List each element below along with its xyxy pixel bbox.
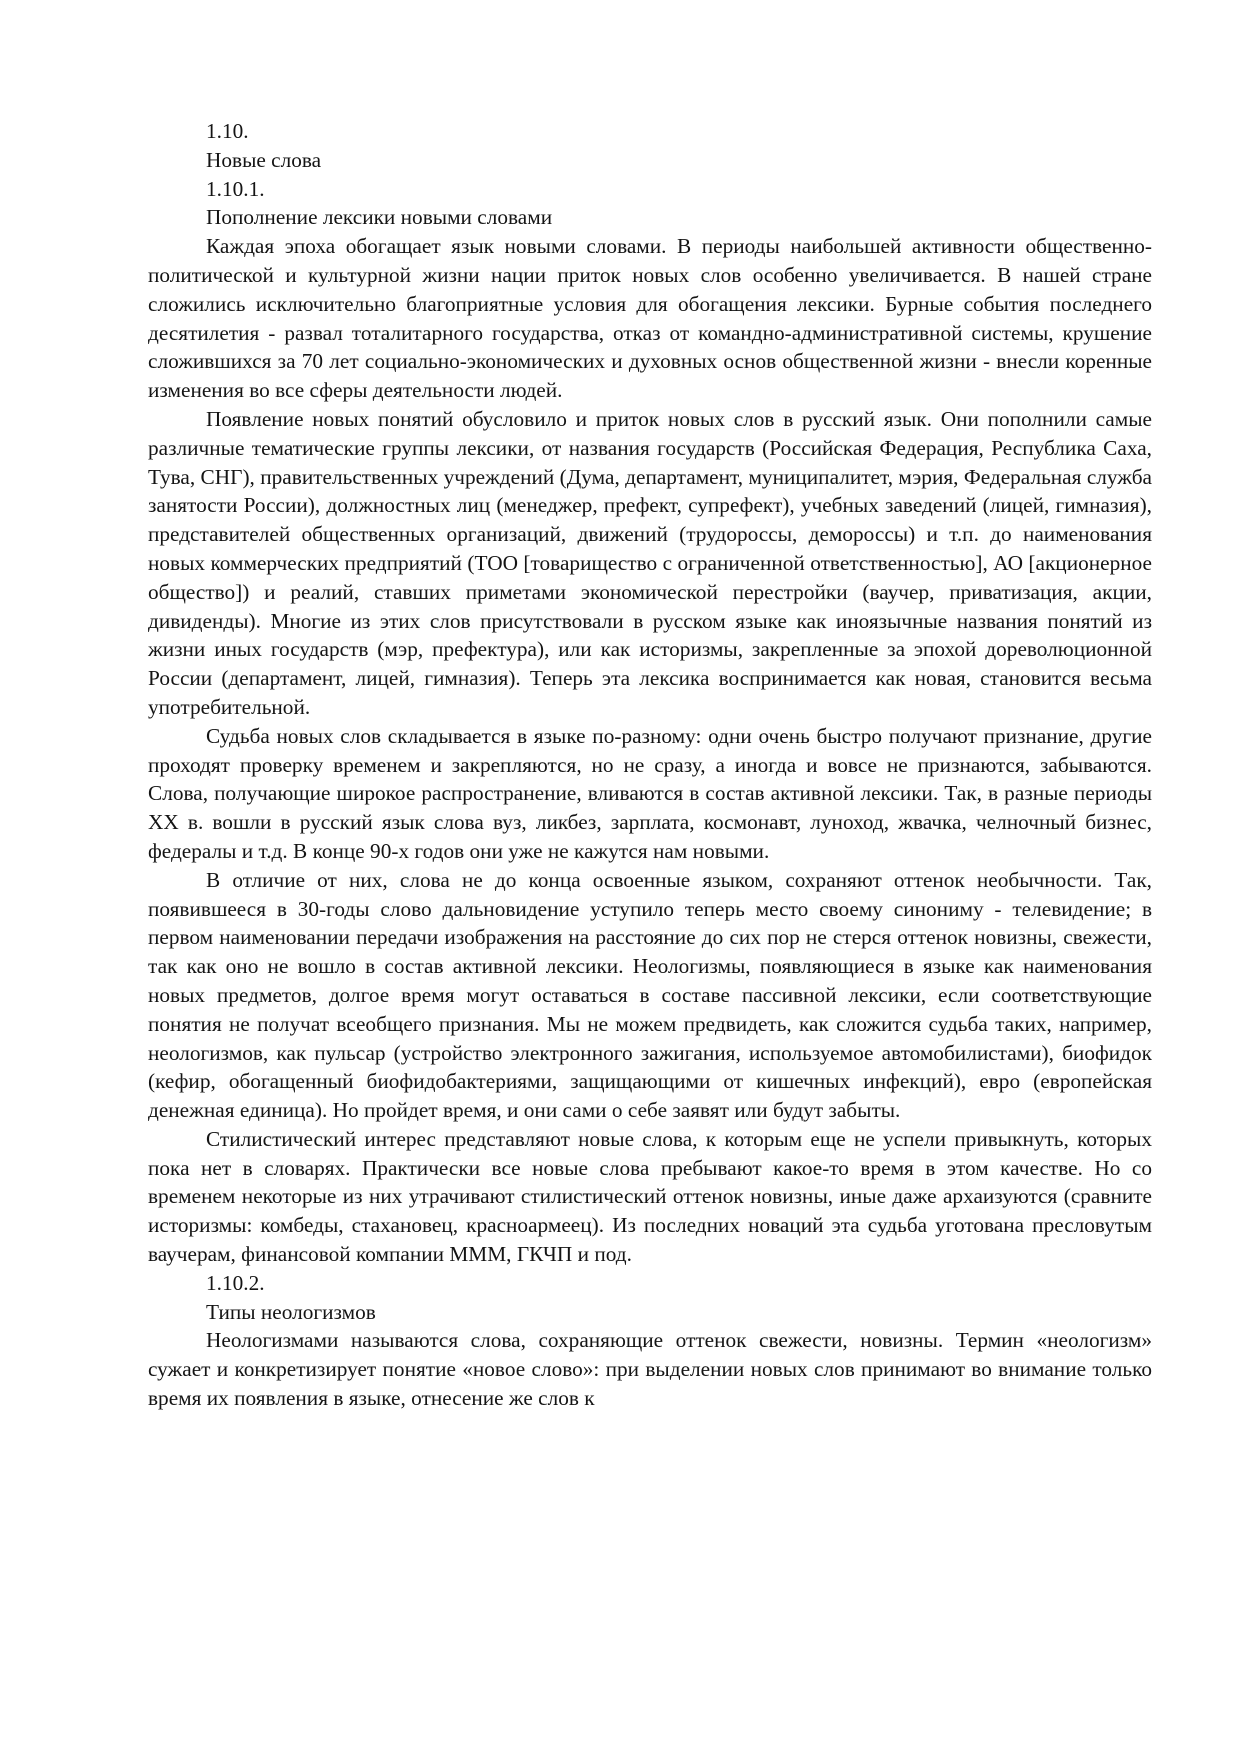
paragraph: Судьба новых слов складывается в языке по-разному: одни очень быстро получают признание, другие проходят проверку временем и закрепляются, но не сразу, а иногда и вовсе не признаются, забываются. Слова, получающие широкое распространение, вливаются в состав активной лексики. Так, в разные периоды XX в. вошли в русский язык слова вуз, ликбез, зарплата, космонавт, луноход, жвачка, челночный бизнес, федералы и т.д. В конце 90-х годов они уже не кажутся нам новыми.: [148, 723, 1152, 863]
document-page: [148, 117, 1152, 1413]
subsection-title: Типы неологизмов: [206, 1299, 376, 1324]
paragraph: Появление новых понятий обусловило и приток новых слов в русский язык. Они пополнили самые различные тематические группы лексики, от названия государств (Российская Федерация, Республика Саха, Тува, СНГ), правительственных учреждений (Дума, департамент, муниципалитет, мэрия, Федеральная служба занятости России), должностных лиц (менеджер, префект, супрефект), учебных заведений (лицей, гимназия), представителей общественных организаций, движений (трудороссы, демороссы) и т.п. до наименования новых коммерческих предприятий (ТОО [товарищество с ограниченной ответственностью], АО [акционерное общество]) и реалий, ставших приметами экономической перестройки (ваучер, приватизация, акции, дивиденды). Многие из этих слов присутствовали в русском языке как иноязычные названия понятий из жизни иных государств (мэр, префектура), или как историзмы, закрепленные за эпохой дореволюционной России (департамент, лицей, гимназия). Теперь эта лексика воспринимается как новая, становится весьма употребительной.: [148, 406, 1152, 719]
subsection-number: 1.10.1.: [206, 176, 265, 201]
subsection-number: 1.10.2.: [206, 1270, 265, 1295]
subsection-title: Пополнение лексики новыми словами: [206, 205, 553, 230]
paragraph: Неологизмами называются слова, сохраняющие оттенок свежести, новизны. Термин «неологизм» сужает и конкретизирует понятие «новое слово»: при выделении новых слов принимают во внимание только время их появления в языке, отнесение же слов к: [148, 1328, 1152, 1411]
section-title: Новые слова: [206, 147, 322, 172]
paragraph: Каждая эпоха обогащает язык новыми словами. В периоды наибольшей активности общественно-политической и культурной жизни нации приток новых слов особенно увеличивается. В нашей стране сложились исключительно благоприятные условия для обогащения лексики. Бурные события последнего десятилетия - развал тоталитарного государства, отказ от командно-административной системы, крушение сложившихся за 70 лет социально-экономических и духовных основ общественной жизни - внесли коренные изменения во все сферы деятельности людей.: [148, 234, 1152, 403]
paragraph: В отличие от них, слова не до конца освоенные языком, сохраняют оттенок необычности. Так, появившееся в 30-годы слово дальновидение уступило теперь место своему синониму - телевидение; в первом наименовании передачи изображения на расстояние до сих пор не стерся оттенок новизны, свежести, так как оно не вошло в состав активной лексики. Неологизмы, появляющиеся в языке как наименования новых предметов, долгое время могут оставаться в составе пассивной лексики, если соответствующие понятия не получат всеобщего признания. Мы не можем предвидеть, как сложится судьба таких, например, неологизмов, как пульсар (устройство электронного зажигания, используемое автомобилистами), биофидок (кефир, обогащенный биофидобактериями, защищающими от кишечных инфекций), евро (европейская денежная единица). Но пройдет время, и они сами о себе заявят или будут забыты.: [148, 867, 1152, 1123]
paragraph: Стилистический интерес представляют новые слова, к которым еще не успели привыкнуть, которых пока нет в словарях. Практически все новые слова пребывают какое-то время в этом качестве. Но со временем некоторые из них утрачивают стилистический оттенок новизны, иные даже архаизуются (сравните историзмы: комбеды, стахановец, красноармеец). Из последних новаций эта судьба уготована пресловутым ваучерам, финансовой компании МММ, ГКЧП и под.: [148, 1126, 1152, 1267]
section-number: 1.10.: [206, 119, 249, 143]
